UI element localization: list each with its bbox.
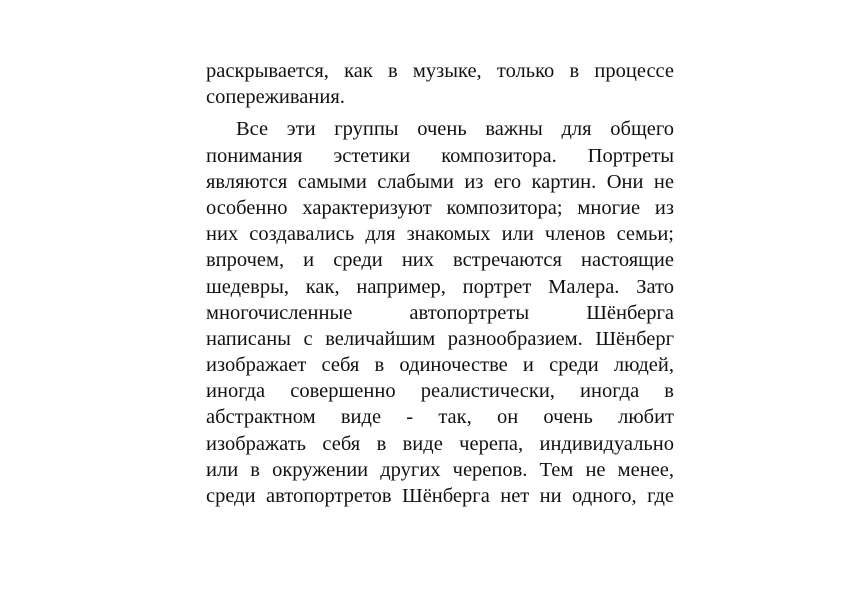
text-line: среди автопортретов Шёнберга нет ни одного, где (206, 485, 674, 507)
text-line: написаны с величайшим разнообразием. Шёнберг (206, 327, 674, 350)
paragraph (206, 116, 674, 509)
text-line: абстрактном виде - так, он очень любит (206, 406, 674, 429)
text-line: изображать себя в виде черепа, индивидуально (206, 432, 674, 455)
body-text (206, 58, 674, 509)
text-line: иногда совершенно реалистически, иногда в (206, 380, 674, 403)
text-line: являются самыми слабыми из его картин. Они не (206, 170, 674, 193)
text-line: или в окружении других черепов. Тем не менее, (206, 458, 674, 481)
text-line: Все эти группы очень важны для общего (236, 118, 674, 141)
paragraph (206, 58, 674, 110)
text-line: изображает себя в одиночестве и среди людей, (206, 354, 674, 377)
text-line: многочисленные автопортреты Шёнберга (206, 301, 674, 324)
text-line: особенно характеризуют композитора; многие из (206, 196, 674, 219)
text-line: сопереживания. (206, 86, 345, 109)
text-line: понимания эстетики композитора. Портреты (206, 144, 674, 167)
text-line: впрочем, и среди них встречаются настоящие (206, 249, 674, 272)
text-line: них создавались для знакомых или членов семьи; (206, 223, 674, 246)
text-line: шедевры, как, например, портрет Малера. Зато (206, 275, 674, 298)
text-line: раскрывается, как в музыке, только в процессе (206, 60, 674, 82)
